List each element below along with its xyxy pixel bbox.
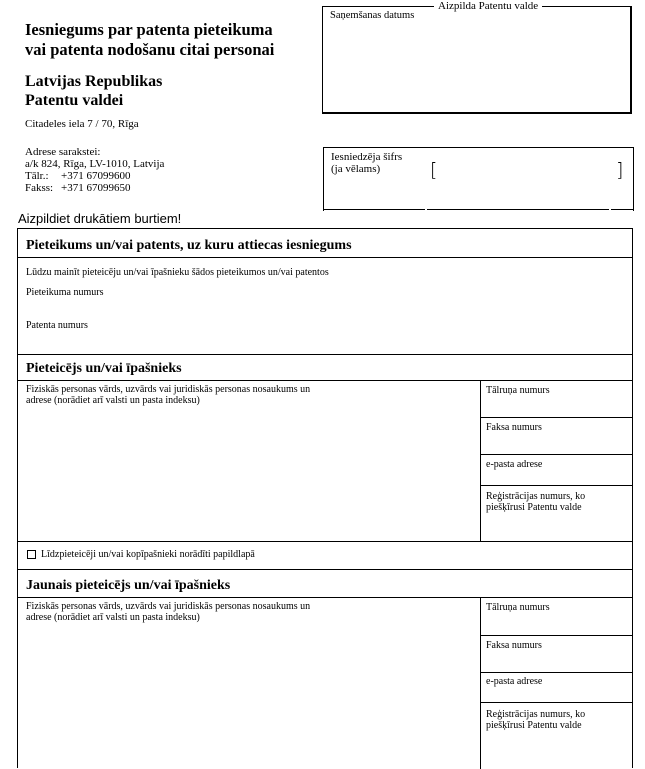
divider xyxy=(480,417,632,418)
fax-row xyxy=(25,182,164,194)
divider xyxy=(480,454,632,455)
code-box-bottom-right xyxy=(611,209,634,210)
new-applicant-name-label xyxy=(26,601,310,623)
new-applicant-fax-label[interactable]: Faksa numurs xyxy=(486,640,542,651)
form-title-line1: Iesniegums par patenta pieteikuma xyxy=(25,20,273,39)
code-box-bottom-left xyxy=(323,209,425,210)
patent-number-field[interactable] xyxy=(26,332,624,350)
applicant-reg-label-line2: piešķīrusi Patentu valde xyxy=(486,502,582,513)
phone-label: Tālr.: xyxy=(25,170,49,182)
received-date-label: Saņemšanas datums xyxy=(330,10,415,21)
section-applicant-heading: Pieteicējs un/vai īpašnieks xyxy=(26,361,182,376)
applicant-reg-label[interactable] xyxy=(486,491,585,513)
new-applicant-reg-label-line2: piešķīrusi Patentu valde xyxy=(486,720,582,731)
new-applicant-name-label-line2: adrese (norādiet arī valsti un pasta indeksu) xyxy=(26,612,200,623)
divider xyxy=(480,672,632,673)
code-close-bracket: ] xyxy=(616,159,624,181)
phone-row xyxy=(25,170,164,182)
applicant-name-address-field[interactable] xyxy=(22,409,476,539)
recipient-line1: Latvijas Republikas xyxy=(25,73,163,90)
code-open-bracket: [ xyxy=(430,159,438,181)
co-applicants-checkbox[interactable] xyxy=(27,550,36,559)
patent-number-label: Patenta numurs xyxy=(26,320,88,331)
postal-heading: Adrese sarakstei: xyxy=(25,146,101,158)
divider xyxy=(480,702,632,703)
form-title xyxy=(25,20,274,60)
postal-contact xyxy=(25,146,164,194)
recipient xyxy=(25,72,162,110)
fax-label: Fakss: xyxy=(25,182,54,194)
applicant-phone-label[interactable]: Tālruņa numurs xyxy=(486,385,550,396)
divider xyxy=(18,541,632,542)
section-application-heading: Pieteikums un/vai patents, uz kuru attiecas iesniegums xyxy=(26,238,352,253)
office-use-label: Aizpilda Patentu valde xyxy=(434,0,542,12)
column-divider xyxy=(480,597,481,769)
applicant-name-label-line2: adrese (norādiet arī valsti un pasta indeksu) xyxy=(26,395,200,406)
divider xyxy=(18,380,632,381)
application-instruction: Lūdzu mainīt pieteicēju un/vai īpašnieku šādos pieteikumos un/vai patentos xyxy=(26,267,329,278)
applicant-name-label-line1: Fiziskās personas vārds, uzvārds vai juridiskās personas nosaukums un xyxy=(26,384,311,395)
applicant-fax-label[interactable]: Faksa numurs xyxy=(486,422,542,433)
co-applicants-label: Līdzpieteicēji un/vai kopīpašnieki norādīti papildlapā xyxy=(41,549,255,560)
received-date-box[interactable] xyxy=(322,6,632,114)
applicant-name-label xyxy=(26,384,310,406)
application-number-label: Pieteikuma numurs xyxy=(26,287,104,298)
applicant-code-label-line2: (ja vēlams) xyxy=(331,163,381,175)
divider xyxy=(18,257,632,258)
new-applicant-phone-label[interactable]: Tālruņa numurs xyxy=(486,602,550,613)
office-address: Citadeles iela 7 / 70, Rīga xyxy=(25,118,139,130)
applicant-email-label[interactable]: e-pasta adrese xyxy=(486,459,543,470)
phone-value: +371 67099600 xyxy=(61,170,131,182)
fax-value: +371 67099650 xyxy=(61,182,131,194)
application-number-field[interactable] xyxy=(26,299,624,317)
divider xyxy=(480,635,632,636)
divider xyxy=(18,597,632,598)
applicant-code-label-line1: Iesniedzēja šifrs xyxy=(331,151,403,163)
divider xyxy=(480,485,632,486)
column-divider xyxy=(480,380,481,541)
new-applicant-name-address-field[interactable] xyxy=(22,626,476,761)
new-applicant-email-label[interactable]: e-pasta adrese xyxy=(486,676,543,687)
postal-address: a/k 824, Rīga, LV-1010, Latvija xyxy=(25,158,165,170)
fill-instruction: Aizpildiet drukātiem burtiem! xyxy=(18,211,182,226)
section-new-applicant-heading: Jaunais pieteicējs un/vai īpašnieks xyxy=(26,578,231,593)
recipient-line2: Patentu valdei xyxy=(25,92,124,109)
applicant-code-label xyxy=(331,151,402,175)
form-title-line2: vai patenta nodošanu citai personai xyxy=(25,40,275,59)
code-box-bottom-mid xyxy=(427,209,609,210)
divider xyxy=(18,354,632,355)
main-form xyxy=(17,228,633,768)
new-applicant-name-label-line1: Fiziskās personas vārds, uzvārds vai juridiskās personas nosaukums un xyxy=(26,601,311,612)
new-applicant-reg-label[interactable] xyxy=(486,709,585,731)
applicant-reg-label-line1: Reģistrācijas numurs, ko xyxy=(486,491,586,502)
divider xyxy=(18,569,632,570)
new-applicant-reg-label-line1: Reģistrācijas numurs, ko xyxy=(486,709,586,720)
